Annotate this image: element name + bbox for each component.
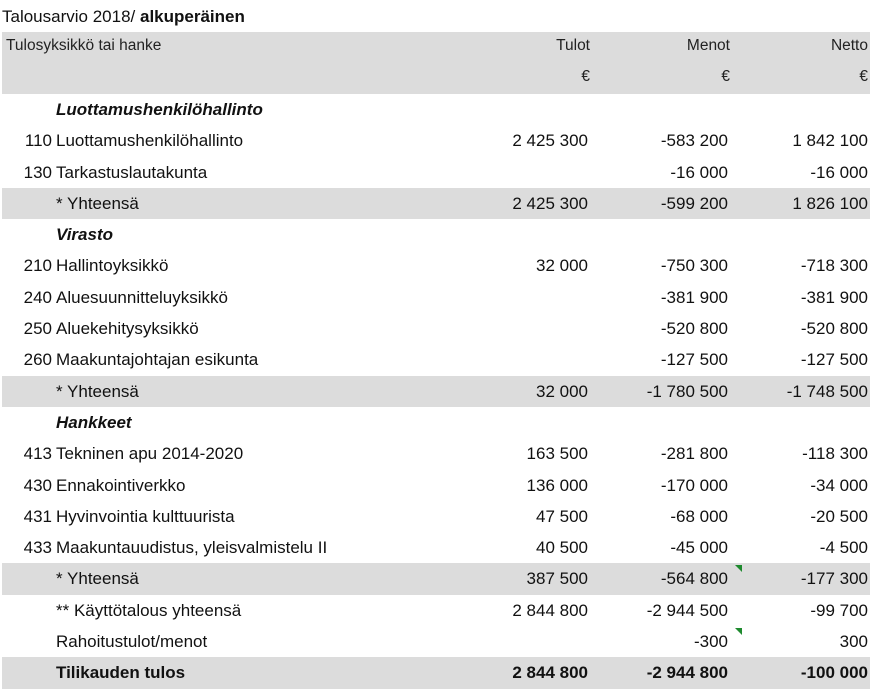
row-netto: 1 842 100 [792,131,868,151]
total-row [2,376,870,407]
comment-indicator-icon[interactable] [735,565,742,572]
row-code: 110 [24,131,52,151]
row-netto: -34 000 [810,475,868,495]
header-netto: Netto [830,37,868,54]
row-tulot: 2 425 300 [512,193,588,213]
row-menot: -564 800 [660,569,728,589]
row-menot: -68 000 [670,506,728,526]
row-tulot: 387 500 [526,569,588,589]
table-row [2,344,870,375]
table-row [2,157,870,188]
row-name: Maakuntauudistus, yleisvalmistelu II [56,538,328,558]
row-name: Hallintoyksikkö [56,256,169,276]
row-name: Aluesuunnitteluyksikkö [56,287,228,307]
row-name: Tekninen apu 2014-2020 [56,444,244,464]
row-code [2,94,52,125]
row-code [2,626,52,657]
row-netto: 300 [839,632,868,652]
row-name: * Yhteensä [56,193,139,213]
row-name: Tilikauden tulos [56,663,186,683]
row-netto: -118 300 [802,444,868,464]
row-name: ** Käyttötalous yhteensä [56,600,242,620]
row-menot: -281 800 [660,444,728,464]
row-code: 413 [23,444,52,464]
row-tulot: 32 000 [536,256,588,276]
row-tulot: 163 500 [526,444,588,464]
row-code: 250 [23,319,52,339]
table-row [2,501,870,532]
row-tulot: 136 000 [526,475,588,495]
row-code [2,219,52,250]
table-row [2,313,870,344]
row-netto: -381 900 [800,287,868,307]
row-menot: -520 800 [660,319,728,339]
budget-table [2,94,870,689]
row-name: Rahoitustulot/menot [56,632,208,652]
total-row [2,188,870,219]
header-menot: Menot [686,37,730,54]
row-code [2,188,52,219]
row-menot: -2 944 800 [646,663,728,683]
title-bold: alkuperäinen [139,7,245,26]
header-unit: Tulosyksikkö tai hanke [6,37,162,54]
row-code: 240 [23,287,52,307]
row-menot: -1 780 500 [646,381,728,401]
row-name: Ennakointiverkko [56,475,186,495]
row-tulot: 2 425 300 [512,131,588,151]
row-name: Hankkeet [56,412,132,432]
row-code: 210 [23,256,52,276]
row-menot: -381 900 [660,287,728,307]
row-name: Virasto [56,225,114,245]
row-code [2,595,52,626]
document-title [2,4,245,30]
row-code: 431 [23,506,52,526]
row-netto: -127 500 [800,350,868,370]
currency-menot: € [721,68,730,85]
total-row [2,626,870,657]
title-prefix: Talousarvio 2018/ [2,7,140,26]
table-row [2,470,870,501]
section-row [2,219,870,250]
row-menot: -45 000 [670,538,728,558]
table-row [2,282,870,313]
row-code [2,657,52,688]
row-code: 430 [23,475,52,495]
section-row [2,94,870,125]
table-row [2,250,870,281]
row-name: * Yhteensä [56,381,139,401]
row-tulot: 32 000 [536,381,588,401]
row-menot: -300 [693,632,728,652]
total-row [2,657,870,688]
row-menot: -127 500 [660,350,728,370]
comment-indicator-icon[interactable] [735,628,742,635]
row-code [2,407,52,438]
row-menot: -750 300 [660,256,728,276]
row-netto: -718 300 [800,256,868,276]
header-tulot: Tulot [556,37,590,54]
row-netto: 1 826 100 [792,193,868,213]
currency-netto: € [859,68,868,85]
row-name: Aluekehitysyksikkö [56,319,199,339]
row-netto: -4 500 [819,538,868,558]
row-menot: -170 000 [660,475,728,495]
row-netto: -520 800 [800,319,868,339]
row-code: 260 [23,350,52,370]
row-tulot: 2 844 800 [512,600,588,620]
row-name: Tarkastuslautakunta [56,162,208,182]
row-tulot: 47 500 [536,506,588,526]
row-menot: -599 200 [660,193,728,213]
row-name: * Yhteensä [56,569,139,589]
row-netto: -16 000 [810,162,868,182]
row-code: 433 [23,538,52,558]
row-name: Hyvinvointia kulttuurista [56,506,235,526]
row-netto: -177 300 [800,569,868,589]
row-name: Luottamushenkilöhallinto [56,131,244,151]
total-row [2,595,870,626]
row-code [2,563,52,594]
row-netto: -99 700 [810,600,868,620]
row-code: 130 [23,162,52,182]
section-row [2,407,870,438]
total-row [2,563,870,594]
row-tulot: 40 500 [536,538,588,558]
row-netto: -100 000 [800,663,868,683]
row-name: Maakuntajohtajan esikunta [56,350,259,370]
currency-tulot: € [581,68,590,85]
table-row [2,125,870,156]
row-menot: -2 944 500 [646,600,728,620]
row-menot: -583 200 [660,131,728,151]
table-row [2,438,870,469]
row-code [2,376,52,407]
table-header [2,32,870,94]
row-menot: -16 000 [670,162,728,182]
row-tulot: 2 844 800 [512,663,588,683]
table-row [2,532,870,563]
row-netto: -20 500 [810,506,868,526]
row-name: Luottamushenkilöhallinto [56,100,263,119]
row-netto: -1 748 500 [786,381,868,401]
